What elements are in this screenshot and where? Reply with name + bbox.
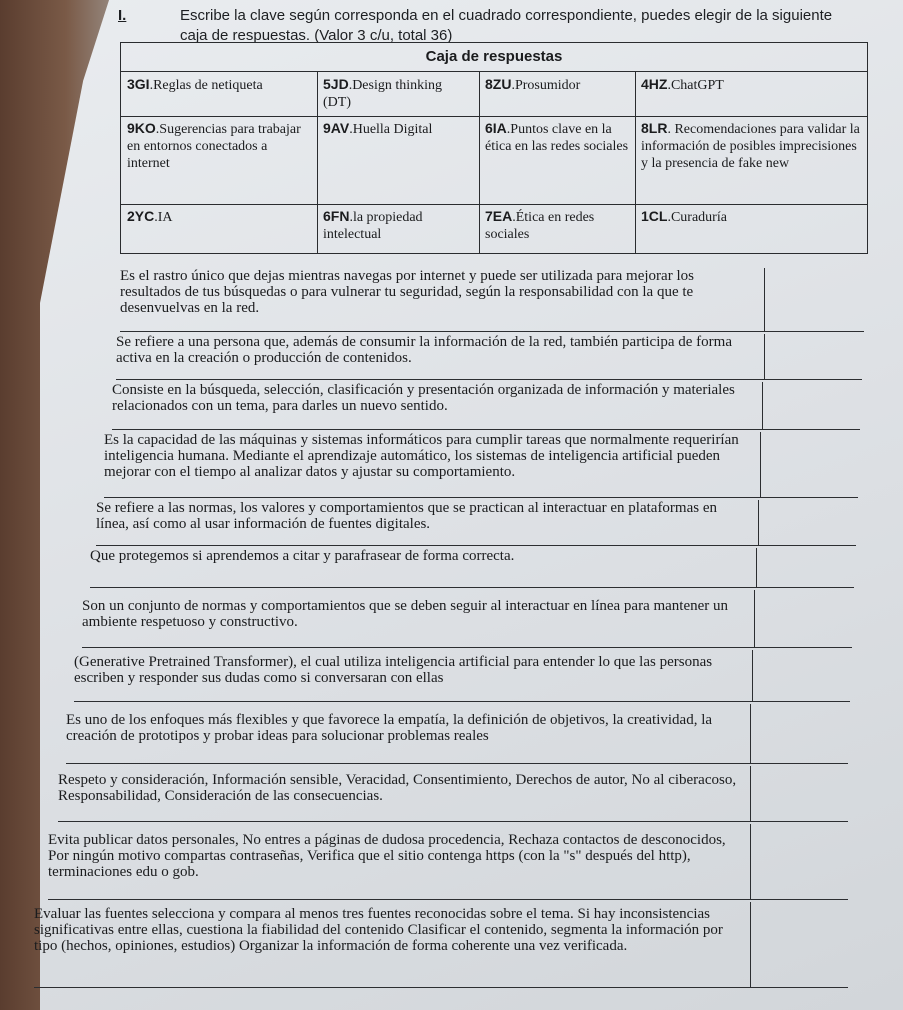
instruction-line-1: Escribe la clave según corresponda en el cuadrado correspondiente, puedes elegir de la siguiente <box>180 7 833 24</box>
question-text: Respeto y consideración, Información sensible, Veracidad, Consentimiento, Derechos de autor, No al ciberacoso, Responsabilidad, Consideración de las consecuencias. <box>58 772 737 804</box>
answer-blank[interactable] <box>750 766 849 821</box>
answer-option: 2YC.IA <box>127 208 173 225</box>
question-row <box>74 650 850 702</box>
question-row <box>90 548 854 588</box>
answer-blank[interactable] <box>762 382 861 429</box>
answer-box <box>120 42 868 254</box>
answer-blank[interactable] <box>752 650 851 701</box>
question-text: Es la capacidad de las máquinas y sistemas informáticos para cumplir tareas que normalmente requerirían inteligencia humana. Mediante el aprendizaje automático, los sistemas de inteligencia artificial pueden mejorar con el tiempo al analizar datos y ajustar su comportamiento. <box>104 432 739 480</box>
instruction-line-2: caja de respuestas. (Valor 3 c/u, total 36) <box>180 27 453 44</box>
answer-blank[interactable] <box>750 902 849 987</box>
answer-option: 7EA.Ética en redes sociales <box>485 208 595 242</box>
answer-option: 6IA.Puntos clave en la ética en las redes sociales <box>485 120 629 154</box>
question-list <box>0 268 903 988</box>
answer-option: 3GI.Reglas de netiqueta <box>127 76 263 93</box>
question-text: Evaluar las fuentes selecciona y compara al menos tres fuentes reconocidas sobre el tema. Si hay inconsistencias significativas entre ellas, cuestiona la fiabilidad del contenido Clasificar el contenido, segmenta la información por tipo (hechos, opiniones, estudios) Organizar la información de forma coherente una vez verificada. <box>34 906 723 954</box>
question-text: (Generative Pretrained Transformer), el cual utiliza inteligencia artificial para entender lo que las personas escriben y responder sus dudas como si conversaran con ellas <box>74 654 713 686</box>
answer-option: 5JD.Design thinking (DT) <box>323 76 443 110</box>
answer-blank[interactable] <box>764 334 863 379</box>
question-text: Es el rastro único que dejas mientras navegas por internet y puede ser utilizada para mejorar los resultados de tus búsquedas o para vulnerar tu seguridad, según la responsabilidad con la que te desenvuelvas en la red. <box>120 268 694 316</box>
question-row <box>48 824 848 900</box>
section-number: I. <box>118 7 127 24</box>
answer-grid <box>121 72 867 254</box>
question-row <box>66 704 848 764</box>
question-row <box>112 382 860 430</box>
answer-blank[interactable] <box>758 500 857 545</box>
question-row <box>96 500 856 546</box>
answer-option: 8LR. Recomendaciones para validar la información de posibles imprecisiones y la presencia de fake new <box>641 120 860 171</box>
answer-blank[interactable] <box>750 824 849 899</box>
question-row <box>82 590 852 648</box>
question-row <box>116 334 862 380</box>
answer-option: 8ZU.Prosumidor <box>485 76 581 93</box>
question-text: Evita publicar datos personales, No entres a páginas de dudosa procedencia, Rechaza contactos de desconocidos, Por ningún motivo compartas contraseñas, Verifica que el sitio contenga https (con la "s" después del http), terminaciones edu o gob. <box>48 832 726 880</box>
question-row <box>58 766 848 822</box>
answer-blank[interactable] <box>756 548 855 587</box>
question-text: Se refiere a una persona que, además de consumir la información de la red, también participa de forma activa en la creación o producción de contenidos. <box>116 334 732 366</box>
question-row <box>120 268 864 332</box>
question-row <box>34 902 848 988</box>
answer-option: 4HZ.ChatGPT <box>641 76 724 93</box>
answer-option: 1CL.Curaduría <box>641 208 727 225</box>
answer-option: 6FN.la propiedad intelectual <box>323 208 423 242</box>
question-row <box>104 432 858 498</box>
answer-option: 9AV.Huella Digital <box>323 120 433 137</box>
answer-blank[interactable] <box>760 432 859 497</box>
answer-option: 9KO.Sugerencias para trabajar en entornos conectados a internet <box>127 120 301 171</box>
answer-box-title: Caja de respuestas <box>121 43 867 72</box>
answer-blank[interactable] <box>750 704 849 763</box>
answer-blank[interactable] <box>754 590 853 647</box>
question-text: Consiste en la búsqueda, selección, clasificación y presentación organizada de información y materiales relacionados con un tema, para darles un nuevo sentido. <box>112 382 735 414</box>
question-text: Es uno de los enfoques más flexibles y que favorece la empatía, la definición de objetivos, la creatividad, la creación de prototipos y probar ideas para solucionar problemas reales <box>66 712 713 744</box>
question-text: Se refiere a las normas, los valores y comportamientos que se practican al interactuar en plataformas en línea, así como al usar información de fuentes digitales. <box>96 500 717 532</box>
answer-blank[interactable] <box>764 268 865 331</box>
question-text: Son un conjunto de normas y comportamientos que se deben seguir al interactuar en línea para mantener un ambiente respetuoso y constructivo. <box>82 598 729 630</box>
question-text: Que protegemos si aprendemos a citar y parafrasear de forma correcta. <box>90 548 515 564</box>
